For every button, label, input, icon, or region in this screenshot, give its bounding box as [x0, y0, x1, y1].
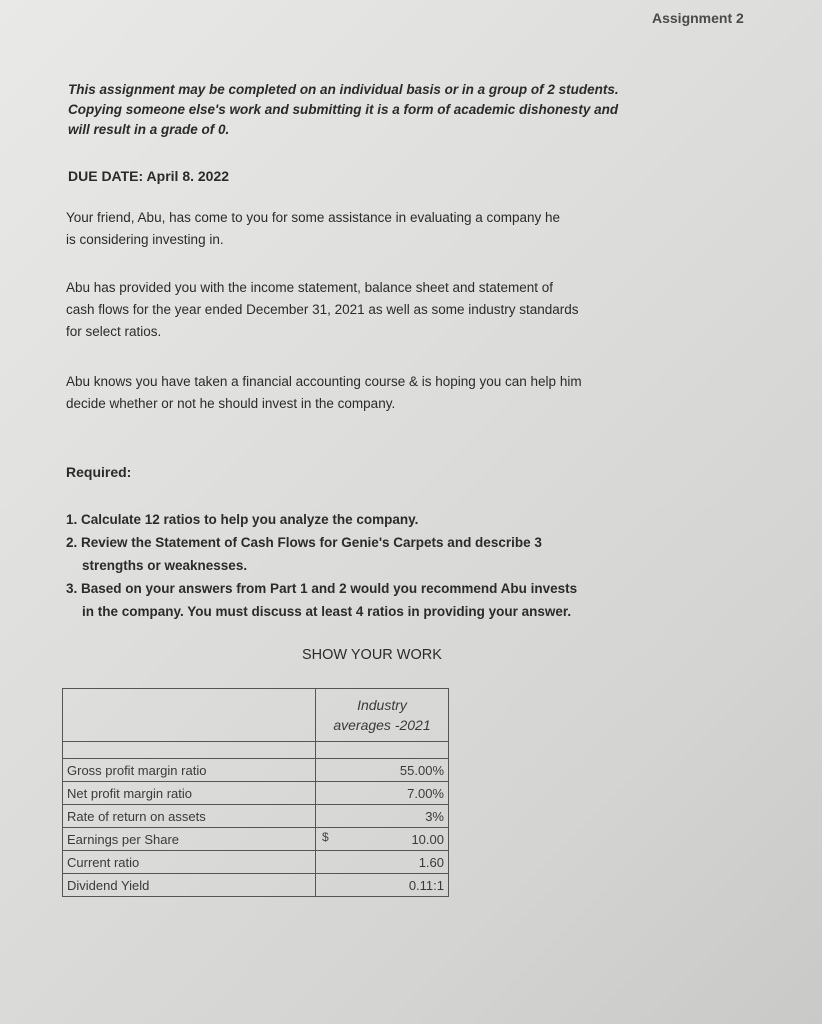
ratio-value: 3%	[316, 805, 449, 828]
paragraph-line: decide whether or not he should invest in the company.	[66, 396, 396, 411]
industry-averages-header	[316, 689, 449, 742]
paragraph-line: Abu has provided you with the income statement, balance sheet and statement of	[66, 280, 554, 295]
ratio-label: Net profit margin ratio	[63, 782, 316, 805]
header-line-1: Industry	[357, 697, 407, 713]
table-row	[63, 805, 449, 828]
table-row	[63, 874, 449, 897]
intro-paragraph-2	[66, 277, 686, 343]
notice-line: Copying someone else's work and submitting it is a form of academic dishonesty and	[68, 102, 619, 117]
table-header-row	[63, 689, 449, 742]
paragraph-line: for select ratios.	[66, 324, 162, 339]
notice-line: This assignment may be completed on an individual basis or in a group of 2 students.	[68, 82, 619, 97]
paragraph-line: Abu knows you have taken a financial accounting course & is hoping you can help him	[66, 374, 582, 389]
due-date: DUE DATE: April 8. 2022	[68, 168, 230, 184]
industry-ratios-table	[62, 688, 449, 897]
ratio-label: Gross profit margin ratio	[63, 759, 316, 782]
currency-symbol: $	[322, 830, 329, 844]
intro-paragraph-1	[66, 207, 686, 251]
task-line: 3. Based on your answers from Part 1 and 2 would you recommend Abu invests	[66, 581, 578, 596]
paragraph-line: cash flows for the year ended December 31, 2021 as well as some industry standards	[66, 302, 579, 317]
table-spacer-row	[63, 742, 449, 759]
ratio-value: 0.11:1	[316, 874, 449, 897]
ratio-label: Rate of return on assets	[63, 805, 316, 828]
ratio-label: Current ratio	[63, 851, 316, 874]
notice-line: will result in a grade of 0.	[68, 122, 230, 137]
ratio-value: 55.00%	[316, 759, 449, 782]
header-line-2: averages -2021	[333, 717, 431, 733]
table-row	[63, 851, 449, 874]
paragraph-line: Your friend, Abu, has come to you for some assistance in evaluating a company he	[66, 210, 561, 225]
table-row	[63, 828, 449, 851]
table-row	[63, 782, 449, 805]
ratio-value: 7.00%	[316, 782, 449, 805]
intro-paragraph-3	[66, 371, 686, 415]
ratio-label: Earnings per Share	[63, 828, 316, 851]
ratio-value-cell	[316, 828, 449, 851]
show-work-heading: SHOW YOUR WORK	[302, 647, 442, 663]
required-heading: Required:	[66, 464, 132, 480]
spacer-cell	[63, 742, 316, 759]
ratio-value: 1.60	[316, 851, 449, 874]
paragraph-line: is considering investing in.	[66, 232, 224, 247]
task-line: in the company. You must discuss at least 4 ratios in providing your answer.	[82, 604, 572, 619]
task-line: 1. Calculate 12 ratios to help you analyze the company.	[66, 512, 419, 527]
task-line: 2. Review the Statement of Cash Flows for Genie's Carpets and describe 3	[66, 535, 542, 550]
assignment-label: Assignment 2	[652, 10, 744, 26]
ratio-value: 10.00	[411, 831, 444, 847]
task-line: strengths or weaknesses.	[82, 558, 248, 573]
spacer-cell	[316, 742, 449, 759]
ratio-label: Dividend Yield	[63, 874, 316, 897]
table-row	[63, 759, 449, 782]
required-tasks	[66, 508, 686, 623]
academic-notice	[68, 80, 688, 140]
header-blank-cell	[63, 689, 316, 742]
